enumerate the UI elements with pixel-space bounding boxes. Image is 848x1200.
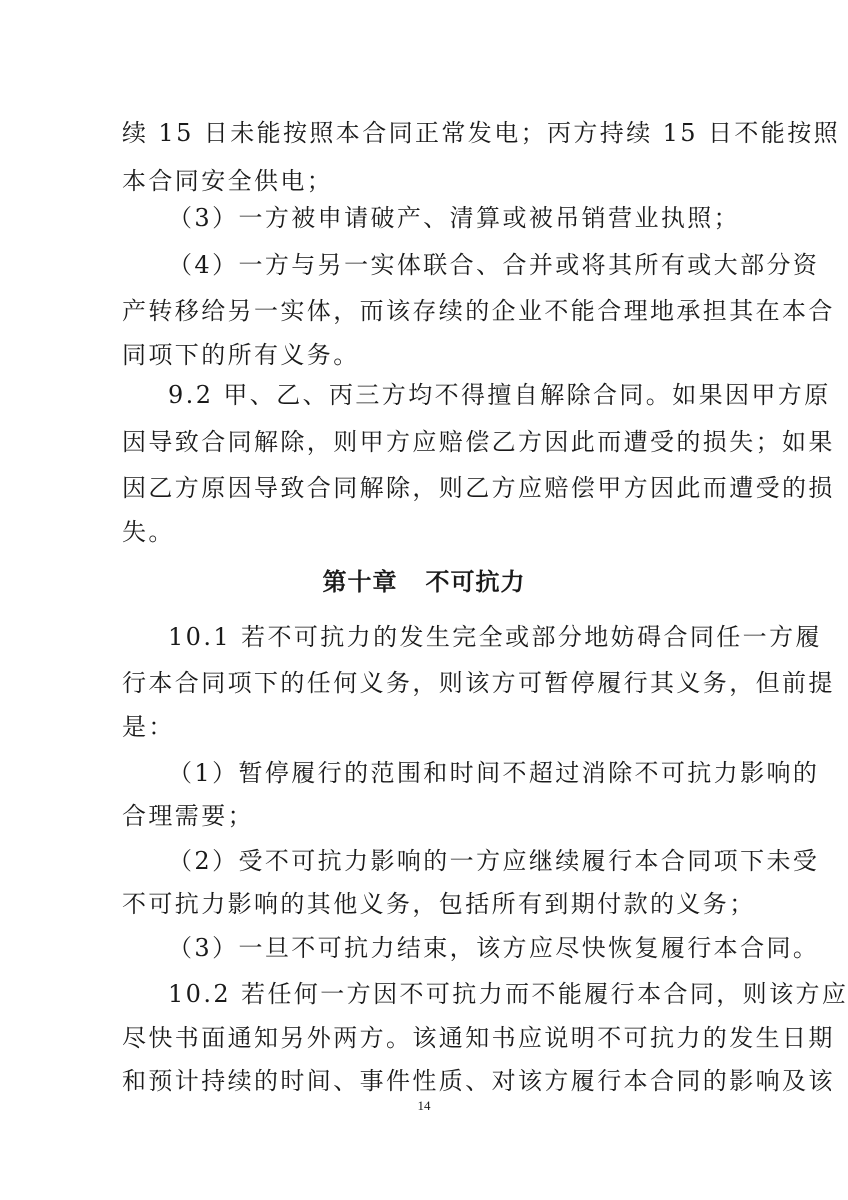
clause-2: （2）受不可抗力影响的一方应继续履行本合同项下未受 <box>168 847 820 875</box>
clause-1: （1）暂停履行的范围和时间不超过消除不可抗力影响的 <box>168 759 820 787</box>
page-number: 14 <box>417 1098 431 1113</box>
text-line-17: 不可抗力影响的其他义务，包括所有到期付款的义务； <box>122 890 756 918</box>
text-line-10: 失。 <box>122 518 175 546</box>
clause-3b: （3）一旦不可抗力结束，该方应尽快恢复履行本合同。 <box>168 934 820 962</box>
text-line-12: 行本合同项下的任何义务，则该方可暂停履行其义务，但前提 <box>122 669 835 697</box>
text-line-8: 因导致合同解除，则甲方应赔偿乙方因此而遭受的损失；如果 <box>122 428 835 456</box>
section-9-2: 9.2 甲、乙、丙三方均不得擅自解除合同。如果因甲方原 <box>168 381 831 409</box>
section-10-2: 10.2 若任何一方因不可抗力而不能履行本合同，则该方应 <box>168 980 848 1008</box>
text-line-21: 和预计持续的时间、事件性质、对该方履行本合同的影响及该 <box>122 1067 835 1095</box>
text-line-2: 本合同安全供电； <box>122 167 334 195</box>
text-line-1: 续 15 日未能按照本合同正常发电；丙方持续 15 日不能按照 <box>122 119 840 147</box>
text-line-20: 尽快书面通知另外两方。该通知书应说明不可抗力的发生日期 <box>122 1024 835 1052</box>
text-line-15: 合理需要； <box>122 802 254 830</box>
text-line-9: 因乙方原因导致合同解除，则乙方应赔偿甲方因此而遭受的损 <box>122 474 835 502</box>
text-line-6: 同项下的所有义务。 <box>122 341 360 369</box>
clause-4: （4）一方与另一实体联合、合并或将其所有或大部分资 <box>168 251 820 279</box>
chapter-heading: 第十章 不可抗力 <box>322 568 526 596</box>
section-10-1: 10.1 若不可抗力的发生完全或部分地妨碍合同任一方履 <box>168 623 822 651</box>
text-line-13: 是： <box>122 713 175 741</box>
text-line-5: 产转移给另一实体，而该存续的企业不能合理地承担其在本合 <box>122 297 835 325</box>
clause-3: （3）一方被申请破产、清算或被吊销营业执照； <box>168 204 741 232</box>
